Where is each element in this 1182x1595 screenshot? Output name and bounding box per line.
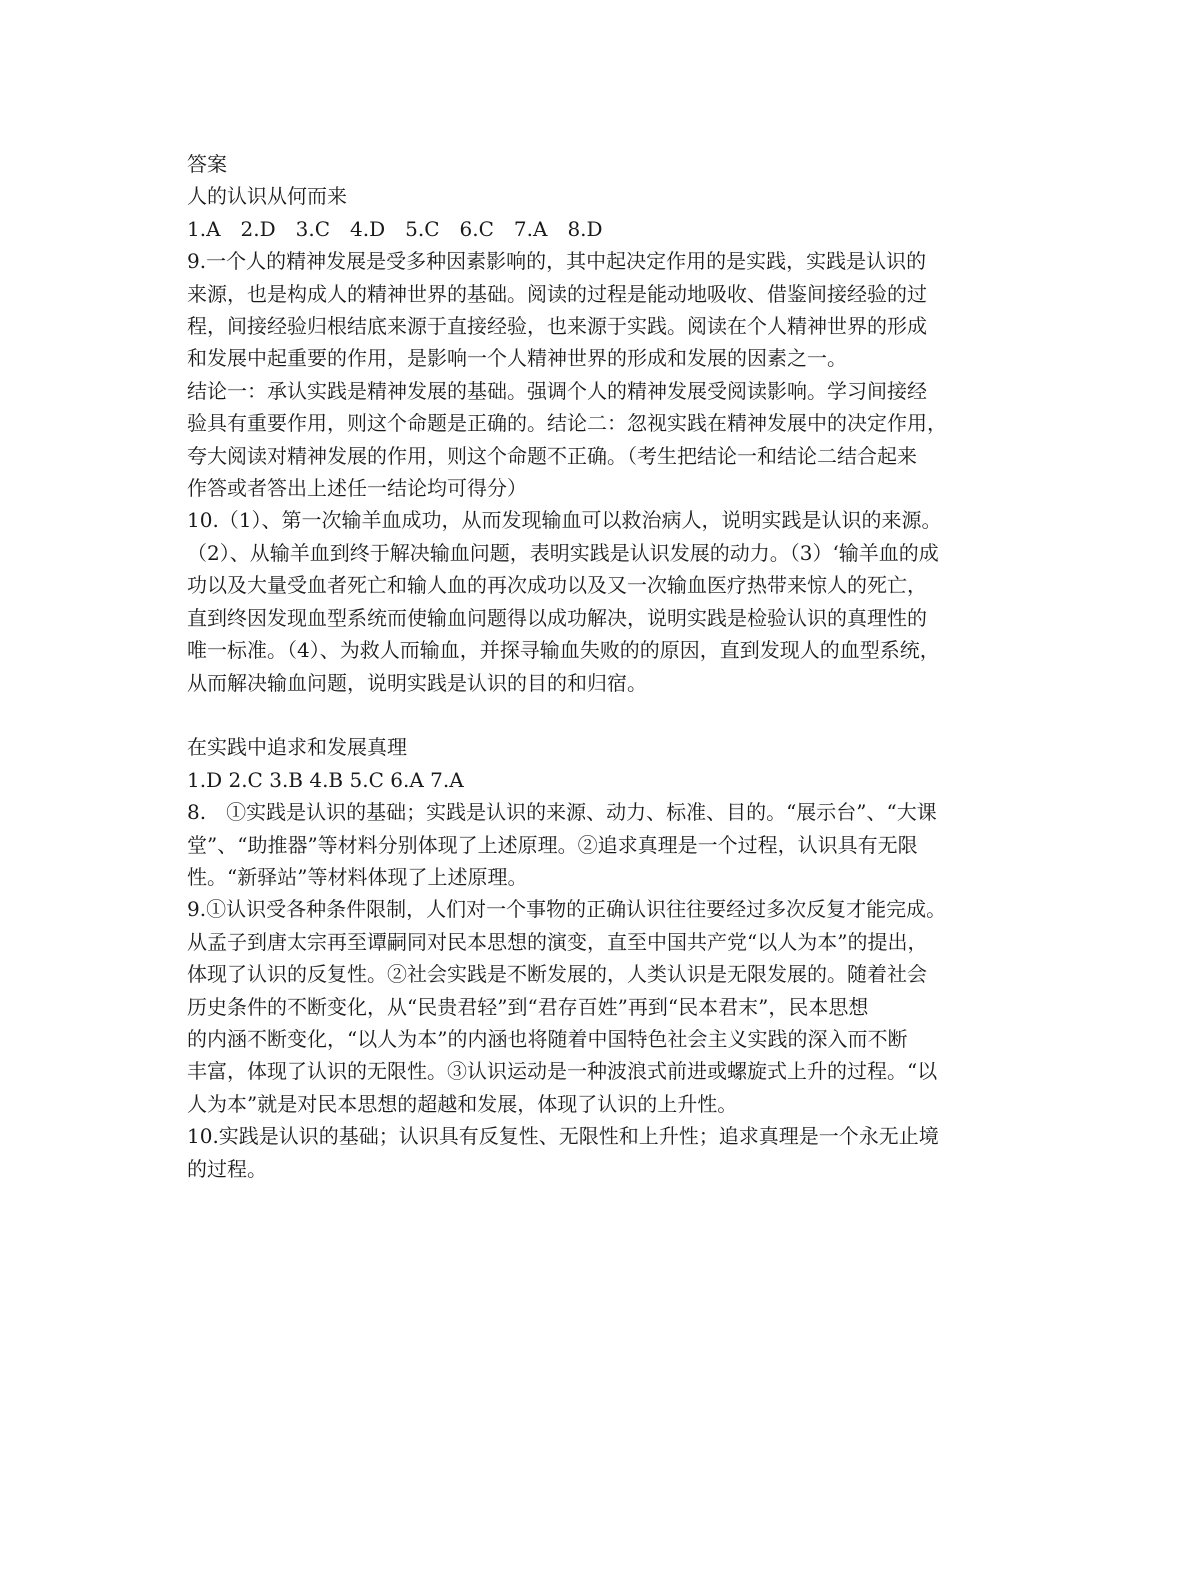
- section-pursuing-truth-in-practice: [187, 731, 987, 1185]
- text-line: 历史条件的不断变化，从“民贵君轻”到“君存百姓”再到“民本君末”，民本思想: [187, 994, 869, 1019]
- text-line: 的内涵不断变化，“以人为本”的内涵也将随着中国特色社会主义实践的深入而不断: [187, 1026, 908, 1051]
- text-line: 9.一个人的精神发展是受多种因素影响的，其中起决定作用的是实践，实践是认识的: [187, 249, 927, 274]
- text-line: 验具有重要作用，则这个命题是正确的。结论二：忽视实践在精神发展中的决定作用，: [187, 411, 947, 436]
- text-line: 夸大阅读对精神发展的作用，则这个命题不正确。（考生把结论一和结论二结合起来: [187, 443, 917, 468]
- section2-title: 在实践中追求和发展真理: [187, 735, 407, 760]
- text-line: 9.①认识受各种条件限制，人们对一个事物的正确认识往往要经过多次反复才能完成。: [187, 897, 947, 922]
- text-line: 从而解决输血问题，说明实践是认识的目的和归宿。: [187, 670, 647, 695]
- text-line: 丰富，体现了认识的无限性。③认识运动是一种波浪式前进或螺旋式上升的过程。“以: [187, 1059, 938, 1084]
- text-line: 程，间接经验归根结底来源于直接经验，也来源于实践。阅读在个人精神世界的形成: [187, 314, 927, 339]
- text-line: 性。“新驿站”等材料体现了上述原理。: [187, 864, 528, 889]
- text-line: 直到终因发现血型系统而使输血问题得以成功解决，说明实践是检验认识的真理性的: [187, 605, 927, 630]
- section2-q8-answer: [187, 796, 987, 893]
- section2-mc-answers: 1.D 2.C 3.B 4.B 5.C 6.A 7.A: [187, 767, 464, 792]
- section1-q10-answer: [187, 504, 987, 698]
- text-line: 唯一标准。（4）、为救人而输血，并探寻输血失败的的原因，直到发现人的血型系统，: [187, 638, 940, 663]
- section1-q9-answer: [187, 245, 987, 504]
- section-spacer: [187, 699, 987, 731]
- text-line: 功以及大量受血者死亡和输人血的再次成功以及又一次输血医疗热带来惊人的死亡，: [187, 573, 927, 598]
- section1-title: 人的认识从何而来: [187, 184, 347, 209]
- text-line: 体现了认识的反复性。②社会实践是不断发展的，人类认识是无限发展的。随着社会: [187, 962, 927, 987]
- section1-mc-answers: 1.A 2.D 3.C 4.D 5.C 6.C 7.A 8.D: [187, 216, 603, 241]
- text-line: 结论一：承认实践是精神发展的基础。强调个人的精神发展受阅读影响。学习间接经: [187, 378, 927, 403]
- section2-q9-answer: [187, 893, 987, 1120]
- section-where-knowledge-comes-from: [187, 180, 987, 699]
- text-line: 从孟子到唐太宗再至谭嗣同对民本思想的演变，直至中国共产党“以人为本”的提出，: [187, 929, 928, 954]
- text-line: 8. ①实践是认识的基础；实践是认识的来源、动力、标准、目的。“展示台”、“大课: [187, 800, 937, 825]
- text-line: 人为本”就是对民本思想的超越和发展，体现了认识的上升性。: [187, 1091, 738, 1116]
- document-header: 答案: [187, 152, 227, 176]
- text-line: 作答或者答出上述任一结论均可得分）: [187, 476, 527, 501]
- text-line: 10.实践是认识的基础；认识具有反复性、无限性和上升性；追求真理是一个永无止境: [187, 1124, 939, 1149]
- text-line: 10.（1）、第一次输羊血成功，从而发现输血可以救治病人，说明实践是认识的来源。: [187, 508, 942, 533]
- text-line: （2）、从输羊血到终于解决输血问题，表明实践是认识发展的动力。（3）‘输羊血的成: [187, 540, 939, 565]
- answer-document: [187, 148, 987, 1185]
- text-line: 来源，也是构成人的精神世界的基础。阅读的过程是能动地吸收、借鉴间接经验的过: [187, 281, 927, 306]
- section2-q10-answer: [187, 1120, 987, 1185]
- text-line: 堂”、“助推器”等材料分别体现了上述原理。②追求真理是一个过程，认识具有无限: [187, 832, 918, 857]
- text-line: 的过程。: [187, 1156, 267, 1181]
- text-line: 和发展中起重要的作用，是影响一个人精神世界的形成和发展的因素之一。: [187, 346, 847, 371]
